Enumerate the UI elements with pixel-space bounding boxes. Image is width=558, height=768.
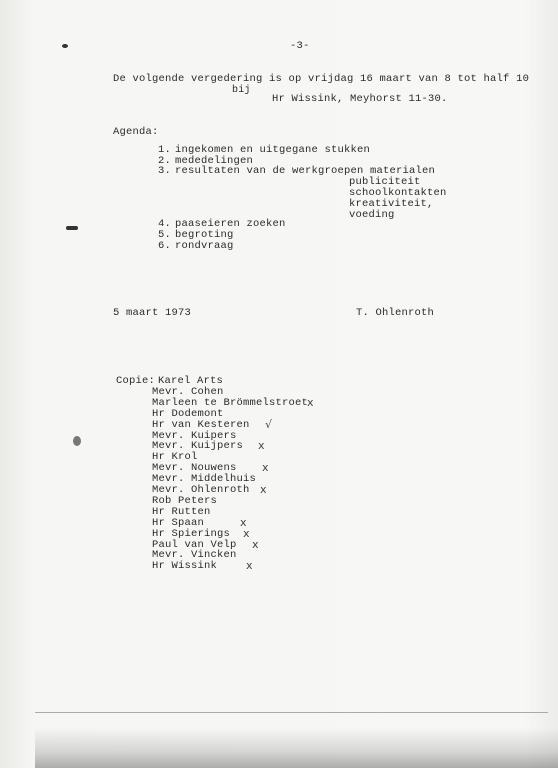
copy-recipient: Mevr. Vincken	[152, 549, 237, 562]
agenda-item-number: 4.	[158, 218, 172, 230]
copy-recipient: Hr Spaan	[152, 516, 205, 529]
copy-recipient: Mevr. Kuijpers	[152, 440, 244, 453]
agenda-item-number: 6.	[158, 240, 172, 252]
copy-recipient: Karel Arts	[158, 375, 224, 387]
agenda-item-number: 5.	[158, 229, 172, 241]
agenda-item-text: rondvraag	[175, 240, 234, 252]
copy-recipient: Marleen te Brömmelstroet	[152, 396, 309, 409]
handwritten-check-mark: x	[260, 483, 267, 496]
copy-recipient: Mevr. Kuipers	[152, 429, 237, 442]
document-date: 5 maart 1973	[113, 307, 192, 319]
copy-recipient: Hr Wissink	[152, 560, 218, 573]
agenda-subitem-text: kreativiteit,	[349, 198, 434, 210]
agenda-item-text: begroting	[175, 229, 234, 241]
agenda-item-text: mededelingen	[175, 155, 254, 167]
handwritten-check-mark: x	[258, 439, 265, 453]
punch-hole-mark	[62, 44, 68, 48]
copy-recipient: Rob Peters	[152, 494, 218, 507]
copy-recipient: Hr Krol	[152, 451, 198, 464]
page-number: -3-	[290, 40, 310, 52]
copies-label: Copie:	[116, 375, 156, 387]
agenda-item-text: paaseieren zoeken	[175, 218, 286, 230]
copy-recipient: Paul van Velp	[152, 538, 237, 551]
copy-recipient: Hr van Kesteren	[152, 418, 250, 431]
agenda-subitem-text: schoolkontakten	[349, 187, 447, 199]
handwritten-check-mark: x	[246, 559, 253, 573]
meeting-location: Hr Wissink, Meyhorst 11-30.	[272, 93, 448, 105]
meeting-bij: bij	[232, 85, 251, 96]
copy-recipient: Mevr. Ohlenroth	[152, 484, 250, 496]
agenda-item-text: resultaten van de werkgroepen materialen	[175, 165, 436, 177]
agenda-subitem-text: voeding	[349, 209, 395, 221]
paper-edge-shadow	[35, 728, 558, 768]
handwritten-check-mark: x	[240, 515, 247, 529]
punch-hole-mark	[66, 226, 78, 230]
agenda-label: Agenda:	[113, 126, 159, 138]
agenda-item-number: 1.	[158, 144, 172, 156]
agenda-item-number: 3.	[158, 165, 172, 177]
copy-recipient: Hr Spierings	[152, 527, 231, 540]
copy-recipient: Hr Rutten	[152, 505, 211, 518]
handwritten-check-mark: x	[307, 395, 314, 409]
handwritten-check-mark: √	[265, 417, 273, 431]
agenda-item-text: ingekomen en uitgegane stukken	[175, 144, 371, 156]
smudge-mark	[73, 436, 81, 446]
agenda-subitem-text: publiciteit	[349, 176, 421, 188]
author-name: T. Ohlenroth	[356, 307, 435, 319]
copy-recipient: Mevr. Middelhuis	[152, 473, 257, 486]
handwritten-check-mark: x	[262, 461, 269, 475]
agenda-item-number: 2.	[158, 155, 172, 167]
copy-recipient: Hr Dodemont	[152, 407, 224, 420]
copy-recipient: Mevr. Cohen	[152, 385, 224, 398]
handwritten-check-mark: x	[243, 526, 250, 540]
meeting-line: De volgende vergedering is op vrijdag 16 maart van 8 tot half 10	[113, 73, 530, 85]
copy-recipient: Mevr. Nouwens	[152, 462, 237, 475]
handwritten-check-mark: x	[252, 537, 259, 551]
paper-fold-line	[35, 712, 548, 713]
